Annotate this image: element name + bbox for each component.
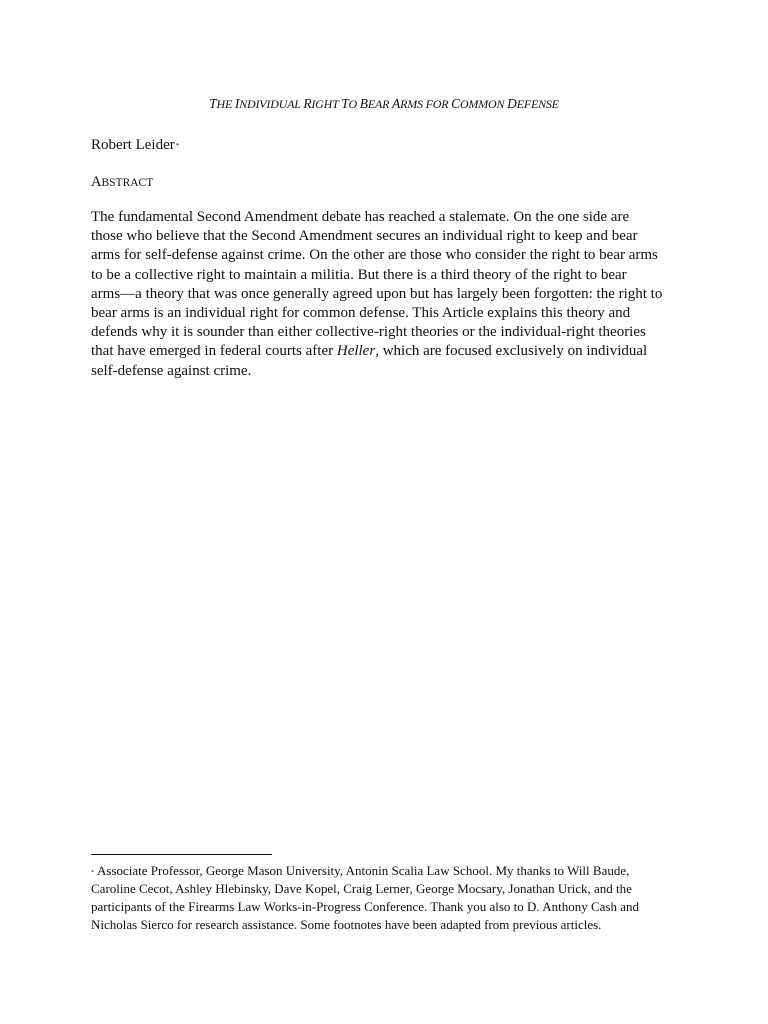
abstract-line [91,342,691,361]
abstract-line: those who believe that the Second Amendment secures an individual right to keep and bear [91,228,638,245]
paper-title [90,96,678,112]
abstract-heading-rest: BSTRACT [101,177,154,189]
title-char: NDIVIDUAL [239,97,301,111]
title-char: I [234,96,240,111]
abstract-heading [91,173,153,192]
author-footnote-marker[interactable]: * [175,142,180,150]
title-char: T [209,96,217,111]
author-line [91,136,179,154]
author-name: Robert Leider [91,137,175,153]
footnote [91,862,691,934]
footnote-line: participants of the Firearms Law Works-in-Progress Conference. Thank you also to D. Anthony Cash and [91,899,639,914]
abstract-line: defends why it is sounder than either collective-right theories or the individual-right theories [91,324,646,341]
abstract-text: , which are focused exclusively on individual [375,343,648,360]
title-char: A [392,96,401,111]
footnote-text: Associate Professor, George Mason University, Antonin Scalia Law School. My thanks to Will Baude, [97,863,630,878]
abstract-paragraph [91,208,691,381]
title-char: R [303,96,312,111]
abstract-line: self-defense against crime. [91,362,252,379]
title-char: HE [216,97,233,111]
title-char: RMS FOR [400,97,449,111]
abstract-line: arms—a theory that was once generally agreed upon but has largely been forgotten: the right to [91,285,663,302]
footnote-separator [91,854,272,855]
title-char: IGHT [311,97,339,111]
footnote-line: Caroline Cecot, Ashley Hlebinsky, Dave Kopel, Craig Lerner, George Mocsary, Jonathan Urick, and the [91,881,632,896]
footnote-line: Nicholas Sierco for research assistance. Some footnotes have been adapted from previous articles. [91,917,602,932]
abstract-line: bear arms is an individual right for common defense. This Article explains this theory and [91,305,631,322]
abstract-text: that have emerged in federal courts after [91,343,337,360]
abstract-line: The fundamental Second Amendment debate has reached a stalemate. On the one side are [91,209,630,225]
title-char: EAR [367,97,390,111]
footnote-marker: * [91,870,94,876]
title-char: EFENSE [516,97,559,111]
title-char: O [348,97,357,111]
abstract-heading-cap: A [91,174,102,190]
title-char: T [341,96,349,111]
footnote-line [91,862,691,880]
title-char: C [451,96,460,111]
case-name-heller: Heller [336,343,376,360]
title-char: OMMON [459,97,505,111]
title-char: D [507,96,517,111]
abstract-line: to be a collective right to maintain a militia. But there is a third theory of the right to bear [91,266,627,283]
title-char: B [359,96,368,111]
abstract-line: arms for self-defense against crime. On the other are those who consider the right to bear arms [91,247,658,264]
